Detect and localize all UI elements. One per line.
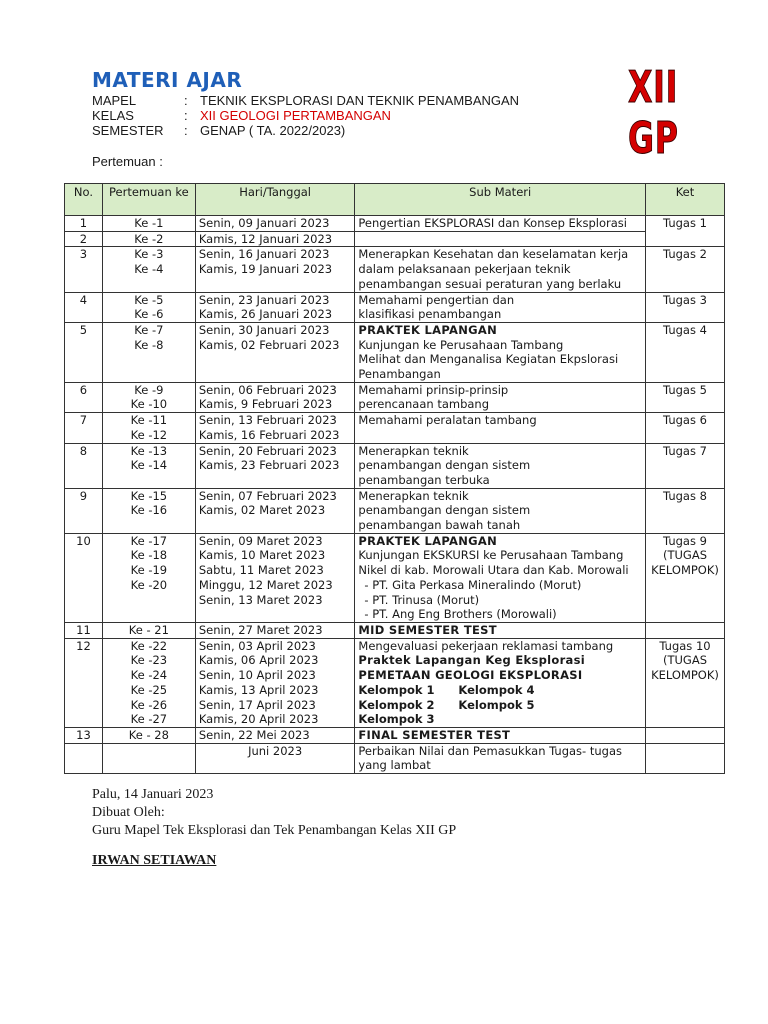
sub-materi-line: MID SEMESTER TEST [358,622,497,637]
cell-pertemuan [102,292,195,322]
cell-pertemuan [102,322,195,382]
cell-tanggal [195,216,355,232]
sub-materi-line: penambangan sesuai peraturan yang berlaku [358,276,622,291]
date-value: Kamis, 9 Februari 2023 [198,397,333,412]
table-header-row [65,184,725,216]
cell-no [65,216,103,232]
cell-tanggal [195,488,355,533]
pertemuan-value: Ke -5 [134,292,164,307]
cell-no [65,443,103,488]
date-value: Senin, 23 Januari 2023 [198,292,330,307]
date-value: Kamis, 20 April 2023 [198,712,319,727]
cell-sub-materi [355,488,646,533]
sub-materi-line: perencanaan tambang [358,397,490,412]
schedule-table [64,183,725,774]
place-date: Palu, 14 Januari 2023 [92,787,214,802]
pertemuan-value: Ke -4 [134,262,164,277]
sub-materi-line: Praktek Lapangan Keg Eksplorasi [358,653,585,668]
date-value: Kamis, 12 Januari 2023 [198,231,333,246]
sub-materi-line: Memahami pengertian dan [358,292,515,307]
ket-value: KELOMPOK) [651,668,719,683]
sub-materi-line: Mengevaluasi pekerjaan reklamasi tambang [358,638,614,653]
date-value: Senin, 13 Februari 2023 [198,413,337,428]
pertemuan-value: Ke -17 [130,533,168,548]
cell-tanggal [195,322,355,382]
ket-value: (TUGAS [662,653,707,668]
cell-ket [645,743,724,773]
cell-ket [645,382,724,412]
pertemuan-value: Ke -8 [134,337,164,352]
cell-ket [645,443,724,488]
cell-tanggal [195,292,355,322]
pertemuan-value: Ke - 28 [128,727,169,742]
table-row [65,231,725,247]
sub-materi-line: klasifikasi penambangan [358,307,502,322]
cell-ket [645,413,724,443]
cell-tanggal [195,638,355,727]
company-item: - PT. Trinusa (Morut) [364,592,480,607]
pertemuan-value: Ke -11 [130,413,168,428]
cell-tanggal [195,727,355,743]
date-value: Sabtu, 11 Maret 2023 [198,563,324,578]
pertemuan-value: Ke -7 [134,322,164,337]
cell-pertemuan [102,247,195,292]
table-row [65,622,725,638]
sub-materi-line: PRAKTEK LAPANGAN [358,533,498,548]
pertemuan-label: Pertemuan : [92,154,163,169]
cell-no [65,533,103,622]
cell-sub-materi [355,231,646,247]
pertemuan-value: Ke -18 [130,548,168,563]
sub-materi-line: Memahami peralatan tambang [358,413,537,428]
table-row [65,743,725,773]
date-value: Kamis, 13 April 2023 [198,682,319,697]
meta-row-mapel [92,93,519,108]
table-row [65,322,725,382]
row-number: 7 [79,413,88,428]
cell-pertemuan [102,638,195,727]
pertemuan-value: Ke -19 [130,563,168,578]
date-value: Kamis, 02 Februari 2023 [198,337,340,352]
header-sub-materi: Sub Materi [355,184,646,216]
date-value: Kamis, 02 Maret 2023 [198,503,326,518]
date-value: Kamis, 06 April 2023 [198,653,319,668]
footer-block [92,786,456,840]
pertemuan-value: Ke -16 [130,503,168,518]
cell-no [65,292,103,322]
ket-value: KELOMPOK) [651,563,719,578]
ket-value: Tugas 7 [663,443,707,458]
pertemuan-value: Ke -1 [134,216,164,230]
date-value: Kamis, 26 Januari 2023 [198,307,333,322]
date-value: Senin, 30 Januari 2023 [198,322,330,337]
sub-materi-line: FINAL SEMESTER TEST [358,727,511,742]
ket-value: Tugas 1 [663,216,707,230]
meta-label: MAPEL [92,93,137,108]
table-row [65,533,725,622]
cell-ket [645,247,724,292]
company-item: - PT. Gita Perkasa Mineralindo (Morut) [364,577,582,592]
cell-ket [645,292,724,322]
kelompok-label: Kelompok 2 [358,697,435,712]
sub-materi-line: Menerapkan teknik [358,488,469,503]
sub-materi-line: PEMETAAN GEOLOGI EKSPLORASI [358,668,583,683]
date-value: Kamis, 19 Januari 2023 [198,262,333,277]
cell-sub-materi [355,413,646,443]
ket-value: Tugas 10 [659,638,711,653]
meta-value: TEKNIK EKSPLORASI DAN TEKNIK PENAMBANGAN [200,93,520,108]
sub-materi-line: dalam pelaksanaan pekerjaan teknik [358,262,571,277]
date-value: Senin, 10 April 2023 [198,668,316,683]
meta-colon: : [184,108,188,123]
cell-sub-materi [355,743,646,773]
cell-no [65,382,103,412]
cell-ket [645,533,724,622]
table-row [65,382,725,412]
ket-value: Tugas 3 [663,292,707,307]
sub-materi-line: Perbaikan Nilai dan Pemasukkan Tugas- tugas [358,743,622,758]
sub-materi-line: penambangan dengan sistem [358,458,531,473]
cell-pertemuan [102,533,195,622]
ket-value: (TUGAS [662,548,707,563]
signature-name: IRWAN SETIAWAN [92,853,217,868]
pertemuan-value: Ke -13 [130,443,168,458]
table-row [65,413,725,443]
date-value: Kamis, 23 Februari 2023 [198,458,340,473]
sub-materi-line: PRAKTEK LAPANGAN [358,322,498,337]
date-value: Minggu, 12 Maret 2023 [198,577,333,592]
cell-no [65,231,103,247]
kelompok-line [358,683,642,698]
sub-materi-line: penambangan bawah tanah [358,518,521,533]
cell-tanggal [195,533,355,622]
meta-label: KELAS [92,108,134,123]
header-tanggal: Hari/Tanggal [195,184,355,216]
sub-materi-line: Melihat dan Menganalisa Kegiatan Ekpslorasi [358,352,619,367]
pertemuan-value: Ke -24 [130,668,168,683]
pertemuan-value: Ke -27 [130,712,168,727]
kelompok-label: Kelompok 5 [458,697,535,712]
cell-sub-materi [355,216,646,232]
cell-sub-materi [355,533,646,622]
cell-tanggal [195,443,355,488]
date-value: Kamis, 16 Februari 2023 [198,427,340,442]
teacher-role: Guru Mapel Tek Eksplorasi dan Tek Penambangan Kelas XII GP [92,823,457,838]
header-ket: Ket [645,184,724,216]
cell-tanggal [195,413,355,443]
meta-value: XII GEOLOGI PERTAMBANGAN [200,108,391,123]
table-row [65,292,725,322]
cell-sub-materi [355,622,646,638]
pertemuan-value: Ke -9 [134,382,164,397]
header-pertemuan: Pertemuan ke [102,184,195,216]
meta-colon: : [184,93,188,108]
date-value: Senin, 17 April 2023 [198,697,316,712]
row-number: 4 [79,292,88,307]
table-row [65,216,725,232]
cell-pertemuan [102,216,195,232]
cell-pertemuan [102,231,195,247]
pertemuan-value: Ke - 21 [128,622,169,637]
pertemuan-value: Ke -10 [130,397,168,412]
row-number: 2 [79,231,88,246]
document-title: MATERI AJAR [92,68,243,92]
date-value: Senin, 27 Maret 2023 [198,622,323,637]
cell-ket [645,488,724,533]
cell-ket [645,727,724,743]
cell-ket [645,216,724,247]
pertemuan-value: Ke -15 [130,488,168,503]
table-row [65,488,725,533]
cell-tanggal [195,622,355,638]
sub-materi-line: penambangan terbuka [358,472,490,487]
cell-pertemuan [102,727,195,743]
date-value: Senin, 09 Maret 2023 [198,533,323,548]
row-number: 10 [76,533,91,548]
date-value: Senin, 03 April 2023 [198,638,316,653]
row-number: 1 [79,216,88,230]
date-value: Senin, 07 Februari 2023 [198,488,337,503]
cell-ket [645,638,724,727]
cell-sub-materi [355,443,646,488]
cell-pertemuan [102,443,195,488]
kelompok-line [358,698,642,713]
meta-row-kelas [92,108,519,123]
sub-materi-line: Menerapkan Kesehatan dan keselamatan kerja [358,247,629,262]
kelompok-label: Kelompok 3 [358,712,435,727]
date-value: Senin, 16 Januari 2023 [198,247,330,262]
kelompok-line [358,712,642,727]
cell-sub-materi [355,638,646,727]
date-value: Senin, 06 Februari 2023 [198,382,337,397]
row-number: 5 [79,322,88,337]
pertemuan-value: Ke -3 [134,247,164,262]
date-value: Juni 2023 [248,743,303,758]
meta-label: SEMESTER [92,123,164,138]
table-row [65,638,725,727]
date-value: Senin, 20 Februari 2023 [198,443,337,458]
row-number: 8 [79,443,88,458]
date-value: Kamis, 10 Maret 2023 [198,548,326,563]
table-row [65,247,725,292]
ket-value: Tugas 4 [663,322,707,337]
ket-value: Tugas 6 [663,413,707,428]
row-number: 6 [79,382,88,397]
cell-sub-materi [355,247,646,292]
pertemuan-value: Ke -6 [134,307,164,322]
cell-ket [645,622,724,638]
cell-pertemuan [102,743,195,773]
pertemuan-value: Ke -20 [130,577,168,592]
cell-tanggal [195,247,355,292]
sub-materi-line: Kunjungan ke Perusahaan Tambang [358,337,564,352]
cell-tanggal [195,743,355,773]
sub-materi-line: Kunjungan EKSKURSI ke Perusahaan Tambang [358,548,624,563]
cell-no [65,488,103,533]
cell-no [65,413,103,443]
cell-tanggal [195,382,355,412]
cell-ket [645,322,724,382]
pertemuan-value: Ke -14 [130,458,168,473]
cell-no [65,638,103,727]
ket-value: Tugas 8 [663,488,707,503]
cell-sub-materi [355,382,646,412]
cell-no [65,743,103,773]
row-number: 11 [76,622,91,637]
row-number: 13 [76,727,91,742]
table-row [65,727,725,743]
sub-materi-line: penambangan dengan sistem [358,503,531,518]
cell-pertemuan [102,413,195,443]
cell-pertemuan [102,622,195,638]
pertemuan-value: Ke -2 [134,231,164,246]
cell-sub-materi [355,322,646,382]
row-number: 3 [79,247,88,262]
cell-tanggal [195,231,355,247]
meta-colon: : [184,123,188,138]
meta-row-semester [92,123,519,138]
date-value: Senin, 22 Mei 2023 [198,727,310,742]
document-meta [92,93,519,138]
cell-no [65,247,103,292]
sub-materi-line: yang lambat [358,758,431,773]
table-row [65,443,725,488]
cell-sub-materi [355,727,646,743]
header-no: No. [65,184,103,216]
cell-no [65,322,103,382]
ket-value: Tugas 5 [663,382,707,397]
cell-pertemuan [102,488,195,533]
cell-no [65,727,103,743]
sub-materi-line: Memahami prinsip-prinsip [358,382,509,397]
pertemuan-value: Ke -12 [130,427,168,442]
made-by-label: Dibuat Oleh: [92,805,165,820]
sub-materi-line: Menerapkan teknik [358,443,469,458]
sub-materi-line: Nikel di kab. Morowali Utara dan Kab. Morowali [358,563,629,578]
pertemuan-value: Ke -25 [130,682,168,697]
date-value: Senin, 09 Januari 2023 [198,216,330,230]
company-item: - PT. Ang Eng Brothers (Morowali) [364,607,557,622]
cell-pertemuan [102,382,195,412]
pertemuan-value: Ke -23 [130,653,168,668]
row-number: 12 [76,638,91,653]
cell-no [65,622,103,638]
pertemuan-value: Ke -26 [130,697,168,712]
row-number: 9 [79,488,88,503]
sub-materi-line: Penambangan [358,367,441,382]
meta-value: GENAP ( TA. 2022/2023) [200,123,346,138]
date-value: Senin, 13 Maret 2023 [198,592,323,607]
ket-value: Tugas 9 [663,533,707,548]
pertemuan-value: Ke -22 [130,638,168,653]
kelompok-label: Kelompok 4 [458,682,535,697]
ket-value: Tugas 2 [663,247,707,262]
sub-materi-line: Pengertian EKSPLORASI dan Konsep Eksplorasi [358,216,627,230]
kelompok-label: Kelompok 1 [358,682,435,697]
cell-sub-materi [355,292,646,322]
class-badge: XII GP [628,62,679,164]
